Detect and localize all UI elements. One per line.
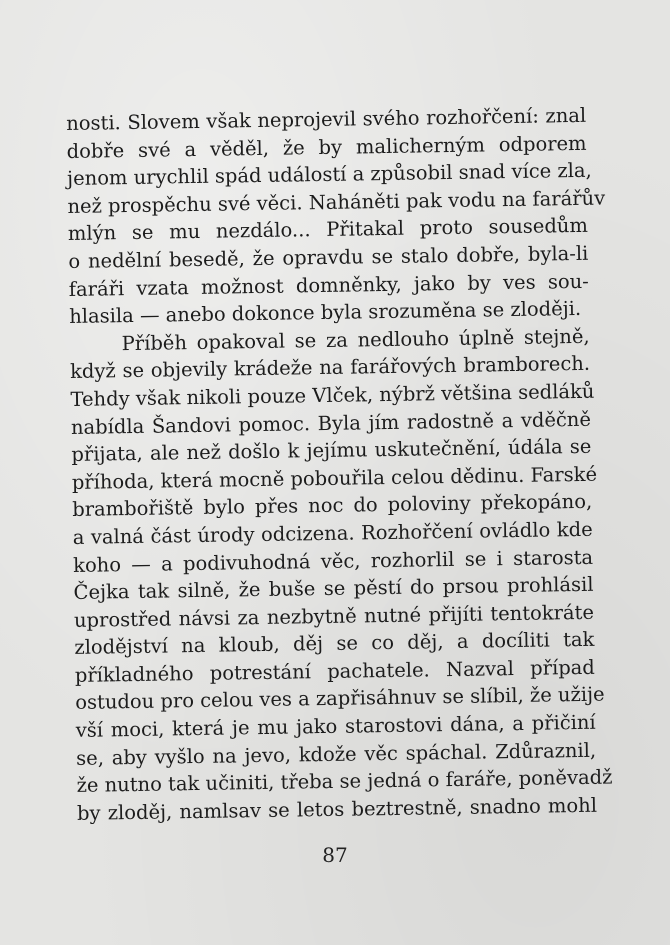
text-line: a valná část úrody odcizena. Rozhořčení ovládlo kde xyxy=(72,517,593,549)
text-line: brambořiště bylo přes noc do poloviny překopáno, xyxy=(72,490,593,522)
text-line: hlasila — anebo dokonce byla srozuměna se zloději. xyxy=(69,297,582,329)
text-line: vší moci, která je mu jako starostovi dána, a přičiní xyxy=(75,710,596,742)
text-line: by zloděj, namlsav se letos beztrestně, snadno mohl xyxy=(76,793,598,825)
text-line: přijata, ale než došlo k jejímu uskutečnění, údála se xyxy=(71,434,592,467)
text-line: o nedělní besedě, že opravdu se stalo dobře, byla-li xyxy=(68,241,589,273)
text-line: koho — a podivuhodná věc, rozhorlil se i starosta xyxy=(72,545,594,577)
text-line: dobře své a věděl, že by malicherným odporem xyxy=(66,131,587,163)
text-line: když se objevily krádeže na farářových bramborech. xyxy=(69,352,591,384)
text-line: nabídla Šandovi pomoc. Byla jím radostně a vděčně xyxy=(70,407,592,439)
text-line: než prospěchu své věci. Naháněti pak vodu na farářův xyxy=(67,186,606,218)
text-line: ostudou pro celou ves a zapřisáhnuv se slíbil, že užije xyxy=(75,683,605,715)
text-line: že nutno tak učiniti, třeba se jedná o faráře, poněvadž xyxy=(76,765,613,798)
page-number: 87 xyxy=(322,843,348,867)
text-line: příkladného potrestání pachatele. Nazval případ xyxy=(74,655,595,687)
text-line: faráři vzata možnost domněnky, jako by ves sou- xyxy=(68,269,589,301)
text-line: mlýn se mu nezdálo... Přitakal proto sousedům xyxy=(67,214,589,246)
text-line: nosti. Slovem však neprojevil svého rozhořčení: znal xyxy=(66,103,587,135)
text-line: Tehdy však nikoli pouze Vlček, nýbrž většina sedláků xyxy=(70,379,595,411)
text-line: Příběh opakoval se za nedlouho úplně stejně, xyxy=(121,324,590,355)
text-line: se, aby vyšlo na jevo, kdože věc spáchal. Zdůraznil, xyxy=(76,738,597,770)
text-line: zlodějství na kloub, děj se co děj, a docíliti tak xyxy=(74,628,595,660)
body-text xyxy=(66,102,613,828)
text-line: jenom urychlil spád událostí a způsobil snad více zla, xyxy=(66,158,592,191)
text-line: uprostřed návsi za nezbytně nutné přijíti tentokráte xyxy=(73,600,595,632)
text-line: příhoda, která mocně pobouřila celou dědinu. Farské xyxy=(71,462,598,494)
text-line: Čejka tak silně, že buše se pěstí do prsou prohlásil xyxy=(73,572,594,605)
